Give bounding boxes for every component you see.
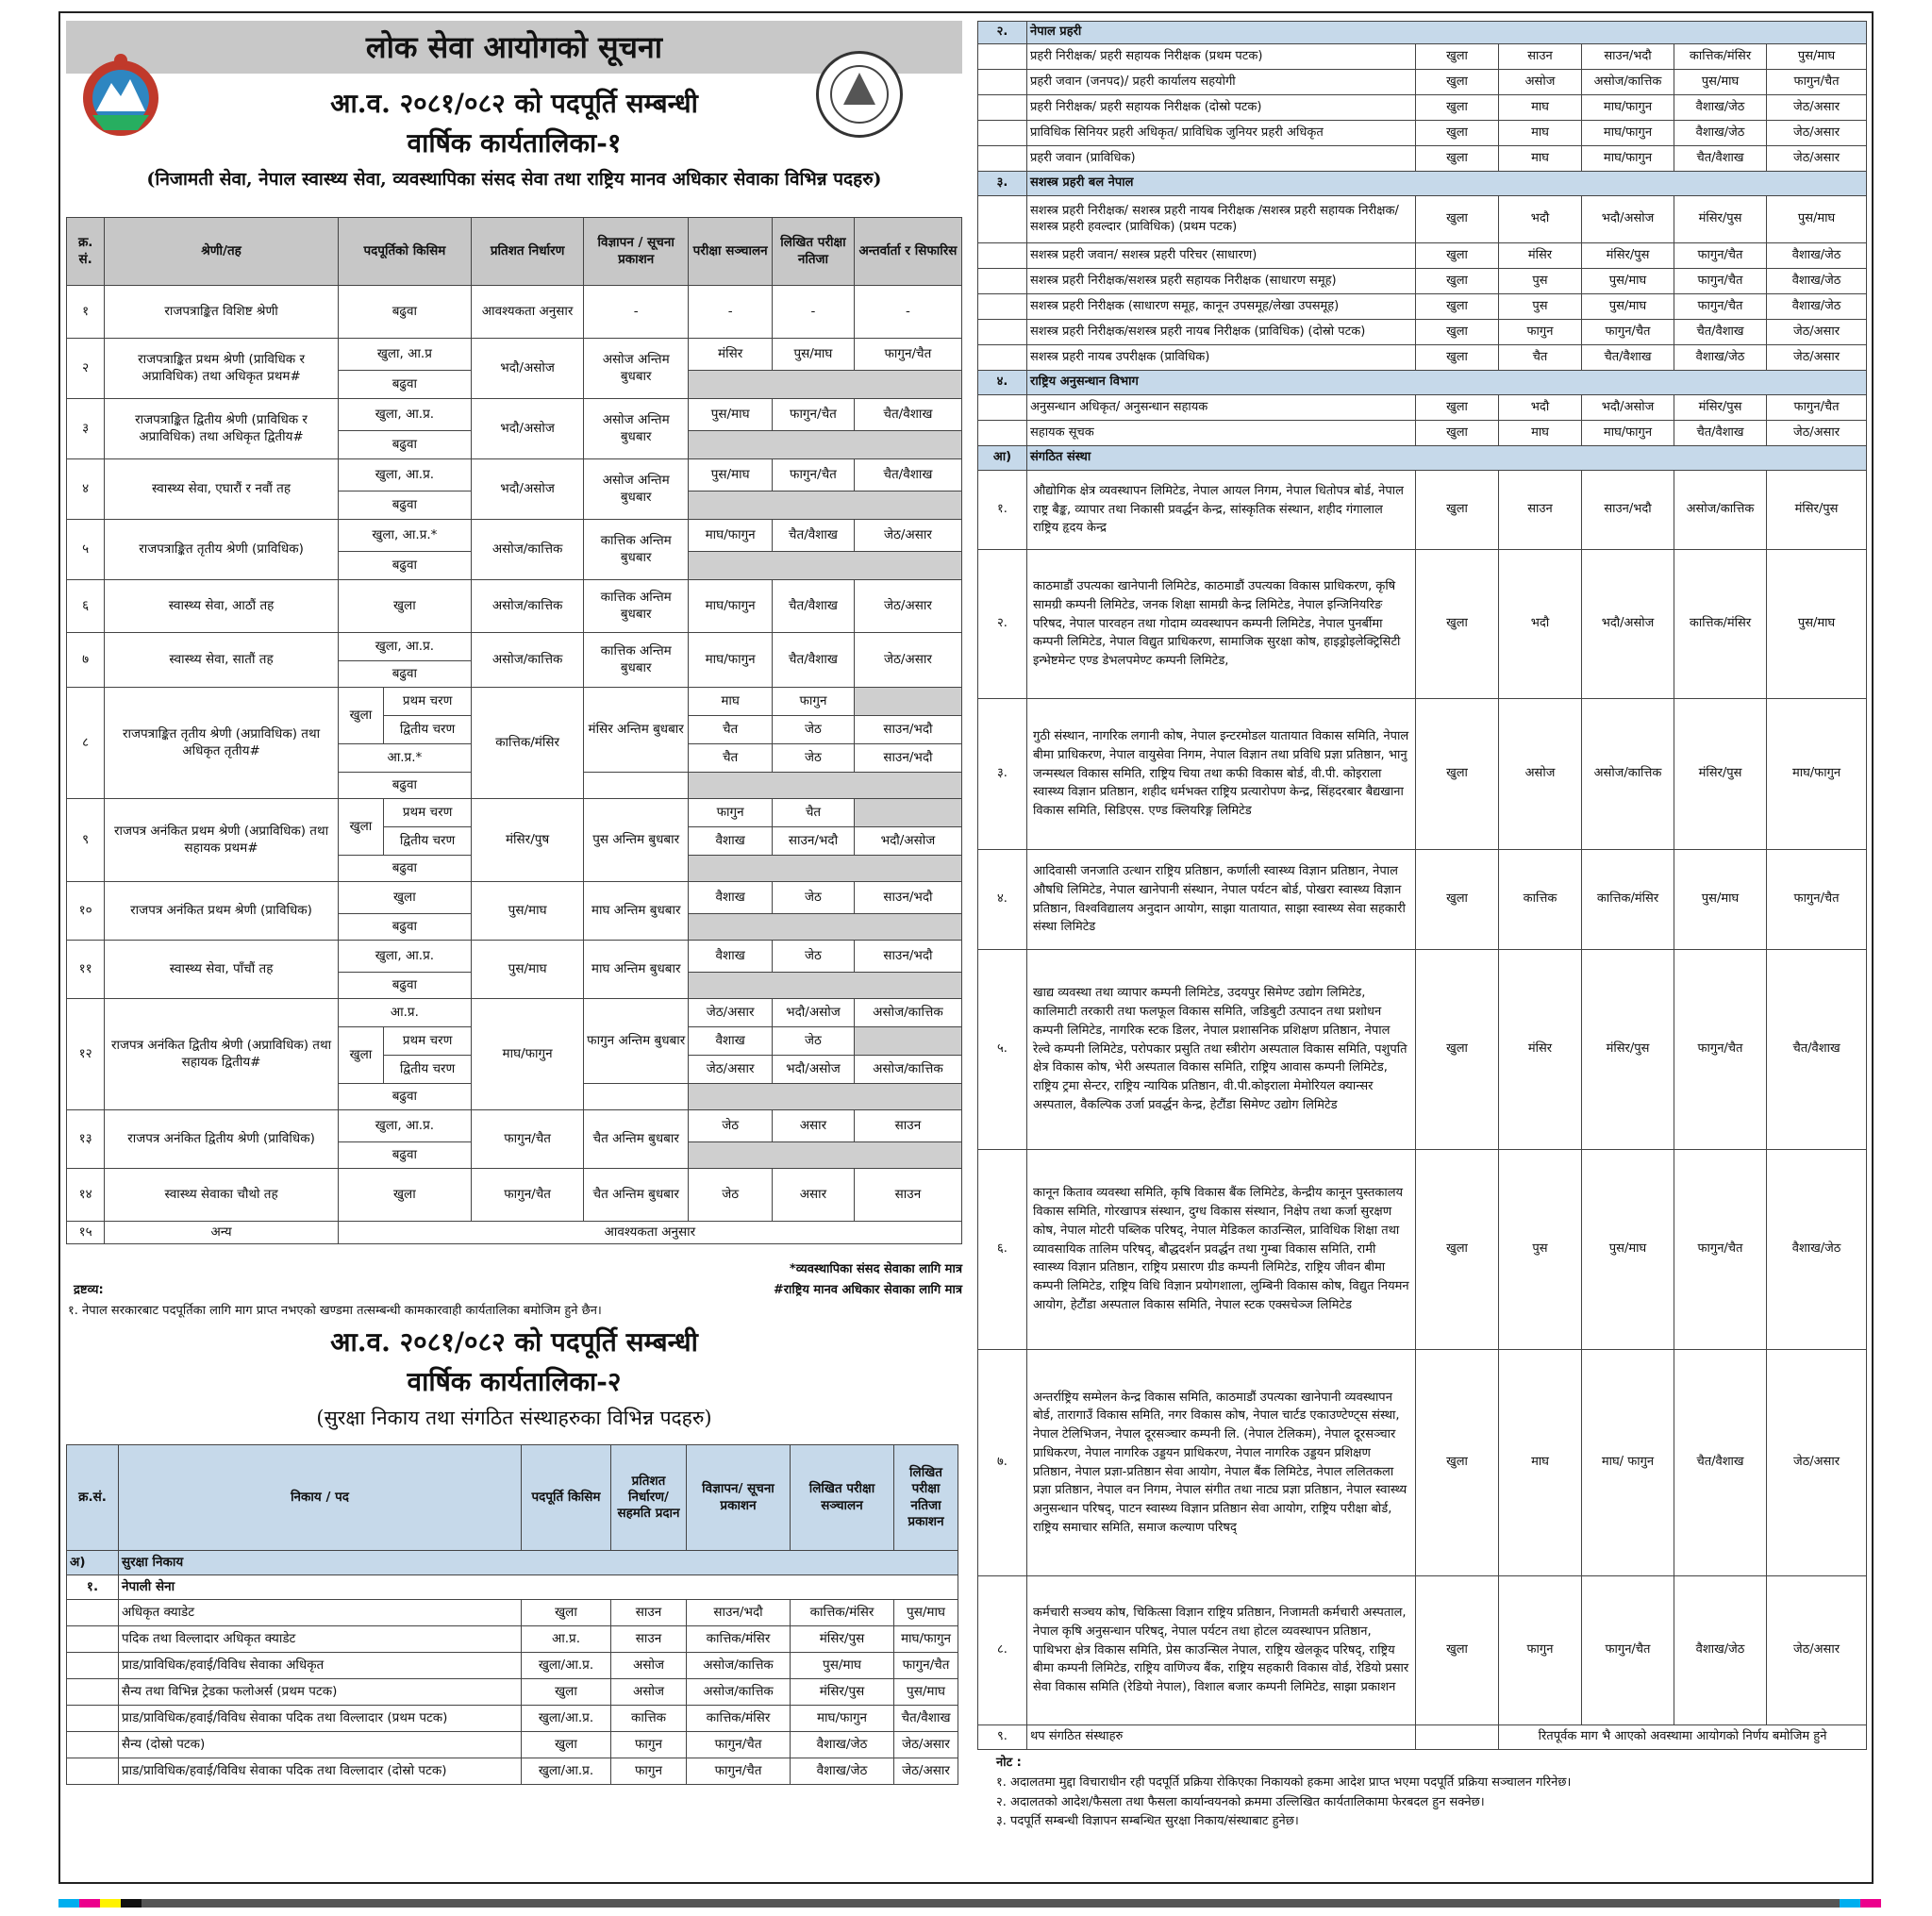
table-cell: जेठ/असार [1767, 421, 1867, 446]
table-cell: माघ/ फागुन [1582, 1350, 1674, 1576]
table-cell: खुला [1416, 1576, 1499, 1725]
table-cell: वैशाख/जेठ [1767, 243, 1867, 269]
print-color-bar [1860, 1899, 1881, 1908]
note-item: ३. पदपूर्ति सम्बन्धी विज्ञापन सम्बन्धित सुरक्षा निकाय/संस्थाबाट हुनेछ। [996, 1814, 1299, 1829]
table-cell: मंसिर/पुस [1767, 471, 1867, 550]
table-cell: प्राविधिक सिनियर प्रहरी अधिकृत/ प्राविधिक जुनियर प्रहरी अधिकृत [1027, 121, 1416, 146]
table-cell: मंसिर/पुस [791, 1679, 894, 1706]
table-cell: जेठ/असार [1767, 146, 1867, 172]
table-cell: फागुन [1499, 320, 1582, 345]
table-cell: साउन [1499, 44, 1582, 70]
table-row [67, 1706, 958, 1732]
table-row [67, 1653, 958, 1679]
table-cell: पुस/माघ [894, 1600, 958, 1626]
table-row [67, 1732, 958, 1758]
table-cell: औद्योगिक क्षेत्र व्यवस्थापन लिमिटेड, नेपाल आयल निगम, नेपाल धितोपत्र बोर्ड, नेपाल राष्ट्र बैङ्क, व्यापार तथा निकासी प्रवर्द्धन केन्द्र, सांस्कृतिक संस्थान, शहीद गंगालाल राष्ट्रिय हृदय केन्द्र [1027, 471, 1416, 550]
table-cell: फागुन/चैत [1674, 294, 1767, 320]
table-cell: अनुसन्धान अधिकृत/ अनुसन्धान सहायक [1027, 395, 1416, 421]
table-cell: खुला [1416, 70, 1499, 95]
table-row [978, 1725, 1867, 1750]
print-color-bar [121, 1899, 142, 1908]
table-row [67, 1679, 958, 1706]
table-cell: कात्तिक/मंसिर [1674, 550, 1767, 699]
table-header-row [67, 218, 962, 286]
table-cell: साउन/भदौ [687, 1600, 791, 1626]
section-title: नेपाल प्रहरी [1027, 22, 1867, 44]
table-cell: खुला [1416, 320, 1499, 345]
table-cell: असोज/कात्तिक [1582, 70, 1674, 95]
table-cell: प्रहरी जवान (जनपद)/ प्रहरी कार्यालय सहयोगी [1027, 70, 1416, 95]
table-cell: चैत/वैशाख [894, 1706, 958, 1732]
table-row [978, 1576, 1867, 1725]
table-row: ९ राजपत्र अनंकित प्रथम श्रेणी (अप्राविधिक) तथा सहायक प्रथम# खुला प्रथम चरण मंसिर/पुष पुस अन्तिम बुधबार फागुन चैत [67, 799, 962, 827]
table-cell: वैशाख/जेठ [791, 1732, 894, 1758]
col-header: लिखित परीक्षा नतिजा [773, 218, 855, 286]
table-cell: वैशाख/जेठ [1767, 1150, 1867, 1350]
table-cell: असोज [611, 1653, 687, 1679]
table-cell: खुला [1416, 196, 1499, 243]
table-row [978, 320, 1867, 345]
table-cell: २. [978, 550, 1027, 699]
table-cell: फागुन/चैत [687, 1758, 791, 1785]
print-color-bar [58, 1899, 79, 1908]
table-cell: खुला [522, 1732, 611, 1758]
table-row [978, 95, 1867, 121]
col-header: पदपूर्तिको किसिम [338, 218, 471, 286]
table-cell: ३. [978, 699, 1027, 850]
table-cell: जेठ/असार [1767, 95, 1867, 121]
table-cell: मंसिर/पुस [1674, 699, 1767, 850]
table-cell: कात्तिक [1499, 850, 1582, 950]
table-row: ४ स्वास्थ्य सेवा, एघारौं र नवौं तह खुला, आ.प्र. भदौ/असोज असोज अन्तिम बुधबार पुस/माघ फागुन/चैत चैत/वैशाख [67, 459, 962, 491]
table-cell: सैन्य (दोस्रो पटक) [119, 1732, 522, 1758]
table-row: १३ राजपत्र अनंकित द्वितीय श्रेणी (प्राविधिक) खुला, आ.प्र. फागुन/चैत चैत अन्तिम बुधबार जेठ असार साउन [67, 1110, 962, 1142]
table-cell: पुस/माघ [1767, 44, 1867, 70]
table-cell: मंसिर/पुस [1582, 950, 1674, 1150]
table-cell: मंसिर/पुस [791, 1626, 894, 1653]
table-row [978, 121, 1867, 146]
table-cell: सशस्त्र प्रहरी निरीक्षक/सशस्त्र प्रहरी सहायक निरीक्षक (साधारण समूह) [1027, 269, 1416, 294]
table-cell: वैशाख/जेठ [1674, 345, 1767, 371]
table-row [978, 950, 1867, 1150]
table-cell: खुला [1416, 550, 1499, 699]
col-header: विज्ञापन / सूचना प्रकाशन [584, 218, 689, 286]
table-cell: साउन [611, 1626, 687, 1653]
table-cell: असोज [1499, 70, 1582, 95]
table-cell: कात्तिक/मंसिर [687, 1626, 791, 1653]
table-cell: खुला [1416, 345, 1499, 371]
col-header: अन्तर्वार्ता र सिफारिस [854, 218, 961, 286]
table-cell: खुला [1416, 1150, 1499, 1350]
table-cell: कात्तिक [611, 1706, 687, 1732]
table-cell: कात्तिक/मंसिर [687, 1706, 791, 1732]
table-cell: पुस [1499, 1150, 1582, 1350]
table-cell: असोज [611, 1679, 687, 1706]
table-cell: माघ/फागुन [1582, 146, 1674, 172]
table-row [67, 1626, 958, 1653]
table-cell: भदौ/असोज [1582, 395, 1674, 421]
table-row [978, 269, 1867, 294]
schedule2-table-continued [977, 21, 1867, 1750]
table-row [978, 421, 1867, 446]
section-number: ४. [978, 371, 1027, 395]
table-row: ३ राजपत्राङ्कित द्वितीय श्रेणी (प्राविधिक र अप्राविधिक) तथा अधिकृत द्वितीय# खुला, आ.प्र. भदौ/असोज असोज अन्तिम बुधबार पुस/माघ फागुन/चैत चैत/वैशाख [67, 399, 962, 431]
table-cell: चैत/वैशाख [1674, 146, 1767, 172]
table-cell: वैशाख/जेठ [1674, 121, 1767, 146]
table-cell: कानून किताव व्यवस्था समिति, कृषि विकास बैंक लिमिटेड, केन्द्रीय कानून पुस्तकालय विकास समिति, गोरखापत्र संस्थान, दुग्ध विकास संस्थान, निक्षेप तथा कर्जा सुरक्षण कोष, नेपाल मोटरी पब्लिक परिषद्, नेपाल मेडिकल काउन्सिल, प्राविधिक शिक्षा तथा व्यावसायिक तालिम परिषद्, बौद्धदर्शन प्रवर्द्धन तथा गुम्बा विकास समिति, रामी स्वास्थ्य विज्ञान प्रतिष्ठान, राष्ट्रिय प्रसारण ग्रीड कम्पनी लिमिटेड, राष्ट्रिय जीवन बीमा कम्पनी लिमिटेड, राष्ट्रिय विधि विज्ञान प्रयोगशाला, लुम्बिनी विकास कोष, विद्युत नियमन आयोग, हेटौंडा अस्पताल विकास समिति, नेपाल स्टक एक्सचेञ्ज लिमिटेड [1027, 1150, 1416, 1350]
section-row: अ) सुरक्षा निकाय [67, 1551, 958, 1575]
table-cell: फागुन [1499, 1576, 1582, 1725]
table-cell: फागुन/चैत [1767, 395, 1867, 421]
table-cell: कर्मचारी सञ्चय कोष, चिकित्सा विज्ञान राष्ट्रिय प्रतिष्ठान, निजामती कर्मचारी अस्पताल, नेपाल कृषि अनुसन्धान परिषद्, नेपाल पर्यटन तथा होटल व्यवस्थापन प्रतिष्ठान, पाथिभरा क्षेत्र विकास समिति, प्रेस काउन्सिल नेपाल, राष्ट्रिय खेलकूद परिषद्, राष्ट्रिय बीमा कम्पनी लिमिटेड, राष्ट्रिय वाणिज्य बैंक, राष्ट्रिय सहकारी विकास वोर्ड, रेडियो प्रसार सेवा विकास समिति (रेडियो नेपाल), विशाल बजार कम्पनी लिमिटेड, साझा प्रकाशन [1027, 1576, 1416, 1725]
table-row: ११ स्वास्थ्य सेवा, पाँचौं तह खुला, आ.प्र. पुस/माघ माघ अन्तिम बुधबार वैशाख जेठ साउन/भदौ [67, 941, 962, 973]
table-cell: थप संगठित संस्थाहरु [1027, 1725, 1416, 1750]
table-cell: वैशाख/जेठ [1767, 269, 1867, 294]
table-cell: फागुन [611, 1732, 687, 1758]
table-cell: मंसिर/पुस [1674, 196, 1767, 243]
table-cell: मंसिर [1499, 950, 1582, 1150]
table-header-row: क्र.सं. निकाय / पद पदपूर्ति किसिम प्रतिशत निर्धारण/ सहमति प्रदान विज्ञापन/ सूचना प्रकाशन लिखित परीक्षा सञ्चालन लिखित परीक्षा नतिजा प्रकाशन [67, 1445, 958, 1551]
table-cell: असोज/कात्तिक [1674, 471, 1767, 550]
table-cell: फागुन/चैत [1767, 70, 1867, 95]
table-cell: खाद्य व्यवस्था तथा व्यापार कम्पनी लिमिटेड, उदयपुर सिमेण्ट उद्योग लिमिटेड, कालिमाटी तरकारी तथा फलफूल विकास समिति, जडिबुटी उत्पादन तथा प्रशोधन कम्पनी लिमिटेड, नागरिक स्टक डिलर, नेपाल प्रशासनिक प्रशिक्षण प्रतिष्ठान, नेपाल रेल्वे कम्पनी लिमिटेड, परोपकार प्रसुति तथा स्त्रीरोग अस्पताल विकास समिति, पशुपति क्षेत्र विकास कोष, भेरी अस्पताल विकास समिति, राष्ट्रिय आवास कम्पनी लिमिटेड, राष्ट्रिय ट्रमा सेन्टर, राष्ट्रिय न्यायिक प्रतिष्ठान, वी.पी.कोइराला मेमोरियल क्यान्सर अस्पताल, वैकल्पिक उर्जा प्रवर्द्धन केन्द्र, हेटौंडा सिमेण्ट उद्योग लिमिटेड [1027, 950, 1416, 1150]
table-cell: खुला/आ.प्र. [522, 1653, 611, 1679]
table-cell: जेठ/असार [1767, 320, 1867, 345]
table-cell: फागुन/चैत [1674, 950, 1767, 1150]
table-cell: प्रहरी जवान (प्राविधिक) [1027, 146, 1416, 172]
table-cell: साउन [611, 1600, 687, 1626]
table-cell: माघ/फागुन [791, 1706, 894, 1732]
table-cell: जेठ/असार [894, 1758, 958, 1785]
table-cell: फागुन/चैत [1582, 320, 1674, 345]
note-item: २. अदालतको आदेश/फैसला तथा फैसला कार्यान्वयनको क्रममा उल्लिखित कार्यतालिकामा फेरबदल हुन सक्नेछ। [996, 1794, 1485, 1809]
table-cell: पुस/माघ [1582, 269, 1674, 294]
notes-label: नोट : [996, 1756, 1022, 1770]
table-cell: गुठी संस्थान, नागरिक लगानी कोष, नेपाल इन्टरमोडल यातायात विकास समिति, नेपाल बीमा प्राधिकरण, नेपाल वायुसेवा निगम, नेपाल विज्ञान तथा प्रविधि प्रज्ञा प्रतिष्ठान, भानु जन्मस्थल विकास समिति, राष्ट्रिय चिया तथा कफी विकास बोर्ड, वी.पी. कोइराला स्वास्थ्य विज्ञान प्रतिष्ठान, शहीद धर्मभक्त राष्ट्रिय प्रत्यारोपण केन्द्र, सिंहदरबार बैद्यखाना विकास समिति, सिडिएस. एण्ड क्लियरिङ्ग लिमिटेड [1027, 699, 1416, 850]
table-cell: जेठ/असार [1767, 345, 1867, 371]
table-cell: खुला [1416, 121, 1499, 146]
section-number: ३. [978, 172, 1027, 196]
table-row: १ राजपत्राङ्कित विशिष्ट श्रेणी बढुवा आवश्यकता अनुसार - - - - [67, 286, 962, 339]
print-color-bar [100, 1899, 121, 1908]
table-cell: १. [978, 471, 1027, 550]
schedule2-subtitle: वार्षिक कार्यतालिका-२ [407, 1366, 622, 1397]
table-cell: फागुन/चैत [1582, 1576, 1674, 1725]
note-item: १. अदालतमा मुद्दा विचाराधीन रही पदपूर्ति प्रक्रिया रोकिएका निकायको हकमा आदेश प्राप्त भएमा पदपूर्ति प्रक्रिया सञ्चालन गरिनेछ। [996, 1774, 1572, 1790]
table-cell: फागुन/चैत [1674, 1150, 1767, 1350]
section-row [978, 371, 1867, 395]
table-cell: माघ/फागुन [1582, 95, 1674, 121]
table-cell: फागुन/चैत [687, 1732, 791, 1758]
table-cell: खुला/आ.प्र. [522, 1706, 611, 1732]
table-row [67, 1758, 958, 1785]
table-cell: सशस्त्र प्रहरी निरीक्षक/सशस्त्र प्रहरी नायब निरीक्षक (प्राविधिक) (दोस्रो पटक) [1027, 320, 1416, 345]
table-cell: माघ/फागुन [1582, 121, 1674, 146]
table-row [978, 550, 1867, 699]
table-cell: मंसिर [1499, 243, 1582, 269]
table-cell: पुस/माघ [1582, 1150, 1674, 1350]
table-cell: काठमाडौं उपत्यका खानेपानी लिमिटेड, काठमाडौं उपत्यका विकास प्राधिकरण, कृषि सामग्री कम्पनी लिमिटेड, जनक शिक्षा सामग्री केन्द्र लिमिटेड, नेपाल इन्जिनियरिङ परिषद, नेपाल पारवहन तथा गोदाम व्यवस्थापन कम्पनी लिमिटेड, नेपाल पुनर्बीमा कम्पनी लिमिटेड, नेपाल विद्युत प्राधिकरण, सामाजिक सुरक्षा कोष, हाइड्रोइलेक्ट्रिसिटी इन्भेष्टमेन्ट एण्ड डेभलपमेण्ट कम्पनी लिमिटेड, [1027, 550, 1416, 699]
table-cell: पुस [1499, 269, 1582, 294]
table-row [978, 243, 1867, 269]
table-cell: चैत/वैशाख [1674, 320, 1767, 345]
table-cell: प्राड/प्राविधिक/हवाई/विविध सेवाका पदिक तथा विल्लादार (प्रथम पटक) [119, 1706, 522, 1732]
schedule1-description: (निजामती सेवा, नेपाल स्वास्थ्य सेवा, व्यवस्थापिका संसद सेवा तथा राष्ट्रिय मानव अधिकार सेवाका विभिन्न पदहरु) [146, 169, 882, 190]
table-cell: सशस्त्र प्रहरी निरीक्षक (साधारण समूह, कानून उपसमूह/लेखा उपसमूह) [1027, 294, 1416, 320]
col-header: क्र. सं. [67, 218, 105, 286]
table-cell: माघ [1499, 95, 1582, 121]
table-cell: जेठ/असार [1767, 121, 1867, 146]
notice-title: लोक सेवा आयोगको सूचना [66, 21, 962, 74]
left-column [66, 21, 962, 1874]
table-cell: साउन/भदौ [1582, 471, 1674, 550]
table-cell: कात्तिक/मंसिर [1582, 850, 1674, 950]
section-title: संगठित संस्था [1027, 446, 1867, 471]
table-cell: खुला [1416, 146, 1499, 172]
table-cell: खुला [1416, 421, 1499, 446]
table-row [978, 146, 1867, 172]
print-color-bar [1840, 1899, 1860, 1908]
table-cell: ४. [978, 850, 1027, 950]
table-cell: असोज/कात्तिक [687, 1653, 791, 1679]
col-header: परीक्षा सञ्चालन [689, 218, 773, 286]
table-cell: साउन [1499, 471, 1582, 550]
table-cell: प्राड/प्राविधिक/हवाई/विविध सेवाका पदिक तथा विल्लादार (दोस्रो पटक) [119, 1758, 522, 1785]
table-cell: सशस्त्र प्रहरी नायब उपरीक्षक (प्राविधिक) [1027, 345, 1416, 371]
table-row [978, 699, 1867, 850]
table-cell: चैत/वैशाख [1674, 1350, 1767, 1576]
table-cell: पदिक तथा विल्लादार अधिकृत क्याडेट [119, 1626, 522, 1653]
schedule1-subtitle: वार्षिक कार्यतालिका-१ [407, 127, 622, 158]
table-cell: चैत/वैशाख [1674, 421, 1767, 446]
table-cell: सशस्त्र प्रहरी जवान/ सशस्त्र प्रहरी परिचर (साधारण) [1027, 243, 1416, 269]
table-cell: मंसिर/पुस [1582, 243, 1674, 269]
table-cell: माघ/फागुन [1767, 699, 1867, 850]
table-cell: असोज/कात्तिक [687, 1679, 791, 1706]
table-row [978, 196, 1867, 243]
table-cell: पुस/माघ [1767, 196, 1867, 243]
table-cell: कात्तिक/मंसिर [1674, 44, 1767, 70]
schedule2-table [66, 1444, 958, 1785]
table-cell: वैशाख/जेठ [791, 1758, 894, 1785]
table-cell: चैत/वैशाख [1767, 950, 1867, 1150]
table-cell: खुला [522, 1679, 611, 1706]
nepal-emblem-icon [79, 49, 162, 143]
table-cell: माघ [1499, 121, 1582, 146]
footnote-star: *व्यवस्थापिका संसद सेवाका लागि मात्र [789, 1262, 962, 1276]
table-row [978, 1350, 1867, 1576]
section-row [978, 172, 1867, 196]
table-cell: पुस/माघ [894, 1679, 958, 1706]
table-row: १५ अन्य आवश्यकता अनुसार [67, 1222, 962, 1244]
table-cell: वैशाख/जेठ [1767, 294, 1867, 320]
table-cell: असोज/कात्तिक [1582, 699, 1674, 850]
table-cell: माघ/फागुन [1582, 421, 1674, 446]
table-cell: भदौ/असोज [1582, 196, 1674, 243]
note-item: १. नेपाल सरकारबाट पदपूर्तिका लागि माग प्राप्त नभएको खण्डमा तत्सम्बन्धी कामकारवाही कार्यतालिका बमोजिम हुने छैन। [68, 1304, 602, 1318]
table-cell: पुस/माघ [791, 1653, 894, 1679]
table-cell: अधिकृत क्याडेट [119, 1600, 522, 1626]
table-cell: चैत [1499, 345, 1582, 371]
table-cell: खुला [1416, 95, 1499, 121]
table-cell: भदौ [1499, 196, 1582, 243]
table-cell: पुस/माघ [1767, 550, 1867, 699]
schedule1-title: आ.व. २०८१/०८२ को पदपूर्ति सम्बन्धी [330, 88, 698, 119]
table-cell: माघ [1499, 421, 1582, 446]
section-row [978, 446, 1867, 471]
section-row: १. नेपाली सेना [67, 1575, 958, 1600]
table-row [978, 471, 1867, 550]
table-row [978, 395, 1867, 421]
section-title: सशस्त्र प्रहरी बल नेपाल [1027, 172, 1867, 196]
table-cell: भदौ [1499, 550, 1582, 699]
table-row: ५ राजपत्राङ्कित तृतीय श्रेणी (प्राविधिक) खुला, आ.प्र.* असोज/कात्तिक कात्तिक अन्तिम बुधबार माघ/फागुन चैत/वैशाख जेठ/असार [67, 520, 962, 552]
table-cell: वैशाख/जेठ [1674, 95, 1767, 121]
table-cell: खुला [522, 1600, 611, 1626]
table-cell: खुला [1416, 471, 1499, 550]
table-row [978, 345, 1867, 371]
table-cell: ७. [978, 1350, 1027, 1576]
table-cell: फागुन/चैत [894, 1653, 958, 1679]
table-cell: खुला [1416, 850, 1499, 950]
table-row [67, 1600, 958, 1626]
table-cell: सैन्य तथा विभिन्न ट्रेडका फलोअर्स (प्रथम पटक) [119, 1679, 522, 1706]
table-cell: पुस/माघ [1674, 70, 1767, 95]
table-cell: खुला [1416, 243, 1499, 269]
notes-block [977, 1754, 1866, 1832]
schedule1-table: क्र. सं. श्रेणी/तह पदपूर्तिको किसिम प्रतिशत निर्धारण विज्ञापन / सूचना प्रकाशन परीक्षा सञ्चालन लिखित परीक्षा नतिजा अन्तर्वार्ता र सिफारिस १ राजपत्राङ्कित विशिष्ट श्रेणी बढुवा आवश्यकता अनुसार - - - - २ राजपत्राङ्कित प्रथम श्रेणी (प्राविधिक र अप्राविधिक) तथा अधिकृत प्रथम# खुला, आ.प्र भदौ/असोज असोज अन्तिम बुधबार मंसिर पुस/माघ फागुन/चैत बढुवा ३ राजपत्राङ्कित द्वितीय श्रेणी (प्राविधिक र अप्राविधिक) तथा अधिकृत द्वितीय# खुला, आ.प्र. भदौ/असोज असोज अन्तिम बुधबार पुस/माघ फागुन/चैत चैत/वैशाख बढुवा ४ स्वास्थ्य सेवा, एघारौं र नवौं तह खुला, आ.प्र. भदौ/असोज असोज अन्तिम बुधबार पुस/माघ फागुन/चैत चैत/वैशाख बढुवा ५ राजपत्राङ्कित तृतीय श्रेणी (प्राविधिक) खुला, आ.प्र.* असोज/कात्तिक कात्तिक अन्तिम बुधबार माघ/फागुन चैत/वैशाख जेठ/असार बढुवा ६ स्वास्थ्य सेवा, आठौं तह खुला असोज/कात्तिक कात्तिक अन्तिम बुधबार माघ/फागुन चैत/वैशाख जेठ/असार ७ स्वास्थ्य सेवा, सातौं तह खुला, आ.प्र. असोज/कात्तिक कात्तिक अन्तिम बुधबार माघ/फागुन चैत/वैशाख जेठ/असार बढुवा ८ राजपत्राङ्कित तृतीय श्रेणी (अप्राविधिक) तथा अधिकृत तृतीय# खुला प्रथम चरण कात्तिक/मंसिर मंसिर अन्तिम बुधबार माघ फागुन द्वितीय चरण चैत जेठ साउन/भदौ आ.प्र.* चैत जेठ साउन/भदौ बढुवा ९ राजपत्र अनंकित प्रथम श्रेणी (अप्राविधिक) तथा सहायक प्रथम# खुला प्रथम चरण मंसिर/पुष पुस अन्तिम बुधबार फागुन चैत द्वितीय चरण वैशाख साउन/भदौ भदौ/असोज बढुवा १० राजपत्र अनंकित प्रथम श्रेणी (प्राविधिक) खुला पुस/माघ माघ अन्तिम बुधबार वैशाख जेठ साउन/भदौ बढुवा ११ स्वास्थ्य सेवा, पाँचौं तह खुला, आ.प्र. पुस/माघ माघ अन्तिम बुधबार वैशाख जेठ साउन/भदौ बढुवा १२ राजपत्र अनंकित द्वितीय श्रेणी (अप्राविधिक) तथा सहायक द्वितीय# आ.प्र. माघ/फागुन फागुन अन्तिम बुधबार जेठ/असार भदौ/असोज असोज/कात्तिक खुला प्रथम चरण वैशाख जेठ द्वितीय चरण जेठ/असार भदौ/असोज असोज/कात्तिक बढुवा १३ राजपत्र अनंकित द्वितीय श्रेणी (प्राविधिक) खुला, आ.प्र. फागुन/चैत चैत अन्तिम बुधबार जेठ असार साउन बढुवा १४ स्वास्थ्य सेवाका चौथो तह खुला फागुन/चैत चैत अन्तिम बुधबार जेठ असार साउन १५ अन्य आवश्यकता अनुसार [66, 217, 962, 1244]
col-header: श्रेणी/तह [105, 218, 338, 286]
table-cell: साउन/भदौ [1582, 44, 1674, 70]
table-cell: फागुन/चैत [1674, 269, 1767, 294]
table-cell: प्राड/प्राविधिक/हवाई/विविध सेवाका अधिकृत [119, 1653, 522, 1679]
table-cell: जेठ/असार [1767, 1576, 1867, 1725]
table-row [978, 70, 1867, 95]
table-cell: खुला [1416, 950, 1499, 1150]
table-cell: ९. [978, 1725, 1027, 1750]
table-row [978, 1150, 1867, 1350]
table-cell: भदौ/असोज [1582, 550, 1674, 699]
section-row [978, 22, 1867, 44]
footnote-hash: #राष्ट्रिय मानव अधिकार सेवाका लागि मात्र [773, 1283, 962, 1297]
table-cell: माघ [1499, 1350, 1582, 1576]
schedule2-title: आ.व. २०८१/०८२ को पदपूर्ति सम्बन्धी [330, 1326, 698, 1358]
print-color-bar [142, 1899, 1840, 1908]
table-cell: प्रहरी निरीक्षक/ प्रहरी सहायक निरीक्षक (प्रथम पटक) [1027, 44, 1416, 70]
table-cell: खुला [1416, 1350, 1499, 1576]
table-cell: सहायक सूचक [1027, 421, 1416, 446]
table-cell: खुला [1416, 395, 1499, 421]
table-cell: अन्तर्राष्ट्रिय सम्मेलन केन्द्र विकास समिति, काठमाडौं उपत्यका खानेपानी व्यवस्थापन बोर्ड, तारागाउँ विकास समिति, नगर विकास कोष, नेपाल चार्टड एकाउण्टेण्ट्स संस्था, नेपाल टेलिभिजन, नेपाल दूरसञ्चार कम्पनी लि. (नेपाल टेलिकम), नेपाल दूरसञ्चार प्राधिकरण, नेपाल नागरिक उड्डयन प्राधिकरण, नेपाल नागरिक उड्डयन प्रशिक्षण प्रतिष्ठान, नेपाल प्रज्ञा-प्रतिष्ठान सेवा आयोग, नेपाल बैंक लिमिटेड, नेपाल ललितकला प्रज्ञा प्रतिष्ठान, नेपाल वन निगम, नेपाल संगीत तथा नाट्य प्रज्ञा प्रतिष्ठान, नेपाल स्वास्थ्य अनुसन्धान परिषद्, पाटन स्वास्थ्य विज्ञान प्रतिष्ठान सेवा आयोग, राष्ट्रिय परीक्षा बोर्ड, राष्ट्रिय समाचार समिति, समाज कल्याण परिषद् [1027, 1350, 1416, 1576]
table-cell: रितपूर्वक माग भै आएको अवस्थामा आयोगको निर्णय बमोजिम हुने [1499, 1725, 1867, 1750]
table-cell: आ.प्र. [522, 1626, 611, 1653]
table-cell: फागुन/चैत [1674, 243, 1767, 269]
table-cell: भदौ [1499, 395, 1582, 421]
table-cell: ८. [978, 1576, 1027, 1725]
table-cell: सशस्त्र प्रहरी निरीक्षक/ सशस्त्र प्रहरी नायब निरीक्षक /सशस्त्र प्रहरी सहायक निरीक्षक/सशस्त्र प्रहरी हवल्दार (प्राविधिक) (प्रथम पटक) [1027, 196, 1416, 243]
table-cell: खुला [1416, 294, 1499, 320]
notes-label: द्रष्टव्य: [74, 1283, 104, 1297]
psc-logo-icon [816, 51, 903, 138]
table-row: २ राजपत्राङ्कित प्रथम श्रेणी (प्राविधिक र अप्राविधिक) तथा अधिकृत प्रथम# खुला, आ.प्र भदौ/असोज असोज अन्तिम बुधबार मंसिर पुस/माघ फागुन/चैत [67, 339, 962, 371]
table-cell: खुला/आ.प्र. [522, 1758, 611, 1785]
table-cell: फागुन [611, 1758, 687, 1785]
table-cell: चैत/वैशाख [1582, 345, 1674, 371]
table-row: ७ स्वास्थ्य सेवा, सातौं तह खुला, आ.प्र. असोज/कात्तिक कात्तिक अन्तिम बुधबार माघ/फागुन चैत/वैशाख जेठ/असार [67, 633, 962, 661]
section-number: २. [978, 22, 1027, 44]
table-cell: पुस/माघ [1674, 850, 1767, 950]
table-cell: फागुन/चैत [1767, 850, 1867, 950]
table-cell: मंसिर/पुस [1674, 395, 1767, 421]
table-cell: माघ/फागुन [894, 1626, 958, 1653]
table-cell: जेठ/असार [894, 1732, 958, 1758]
table-cell: वैशाख/जेठ [1674, 1576, 1767, 1725]
table-cell: प्रहरी निरीक्षक/ प्रहरी सहायक निरीक्षक (दोस्रो पटक) [1027, 95, 1416, 121]
table-cell: खुला [1416, 699, 1499, 850]
table-cell: ६. [978, 1150, 1027, 1350]
col-header: प्रतिशत निर्धारण [472, 218, 584, 286]
table-cell: असोज [1499, 699, 1582, 850]
table-row [978, 294, 1867, 320]
table-cell: माघ [1499, 146, 1582, 172]
table-cell: ५. [978, 950, 1027, 1150]
schedule2-description: (सुरक्षा निकाय तथा संगठित संस्थाहरुका विभिन्न पदहरु) [316, 1407, 712, 1429]
table-cell: पुस [1499, 294, 1582, 320]
table-cell: कात्तिक/मंसिर [791, 1600, 894, 1626]
table-row: १० राजपत्र अनंकित प्रथम श्रेणी (प्राविधिक) खुला पुस/माघ माघ अन्तिम बुधबार वैशाख जेठ साउन/भदौ [67, 882, 962, 914]
section-number: आ) [978, 446, 1027, 471]
right-column [977, 21, 1866, 1874]
table-cell: पुस/माघ [1582, 294, 1674, 320]
table-row: १४ स्वास्थ्य सेवाका चौथो तह खुला फागुन/चैत चैत अन्तिम बुधबार जेठ असार साउन [67, 1169, 962, 1222]
table-row [978, 850, 1867, 950]
table-cell: खुला [1416, 44, 1499, 70]
table-cell: जेठ/असार [1767, 1350, 1867, 1576]
table-row: ६ स्वास्थ्य सेवा, आठौं तह खुला असोज/कात्तिक कात्तिक अन्तिम बुधबार माघ/फागुन चैत/वैशाख जेठ/असार [67, 580, 962, 633]
table-cell: खुला [1416, 269, 1499, 294]
table-row [978, 44, 1867, 70]
table-cell: आदिवासी जनजाति उत्थान राष्ट्रिय प्रतिष्ठान, कर्णाली स्वास्थ्य विज्ञान प्रतिष्ठान, नेपाल औषधि लिमिटेड, नेपाल खानेपानी संस्थान, नेपाल पर्यटन बोर्ड, पोखरा स्वास्थ्य विज्ञान प्रतिष्ठान, विश्वविद्यालय अनुदान आयोग, साझा यातायात, साझा स्वास्थ्य सेवा सहकारी संस्था लिमिटेड [1027, 850, 1416, 950]
table-row: १२ राजपत्र अनंकित द्वितीय श्रेणी (अप्राविधिक) तथा सहायक द्वितीय# आ.प्र. माघ/फागुन फागुन अन्तिम बुधबार जेठ/असार भदौ/असोज असोज/कात्तिक [67, 999, 962, 1027]
print-color-bar [79, 1899, 100, 1908]
section-title: राष्ट्रिय अनुसन्धान विभाग [1027, 371, 1867, 395]
table-row: ८ राजपत्राङ्कित तृतीय श्रेणी (अप्राविधिक) तथा अधिकृत तृतीय# खुला प्रथम चरण कात्तिक/मंसिर मंसिर अन्तिम बुधबार माघ फागुन [67, 688, 962, 716]
